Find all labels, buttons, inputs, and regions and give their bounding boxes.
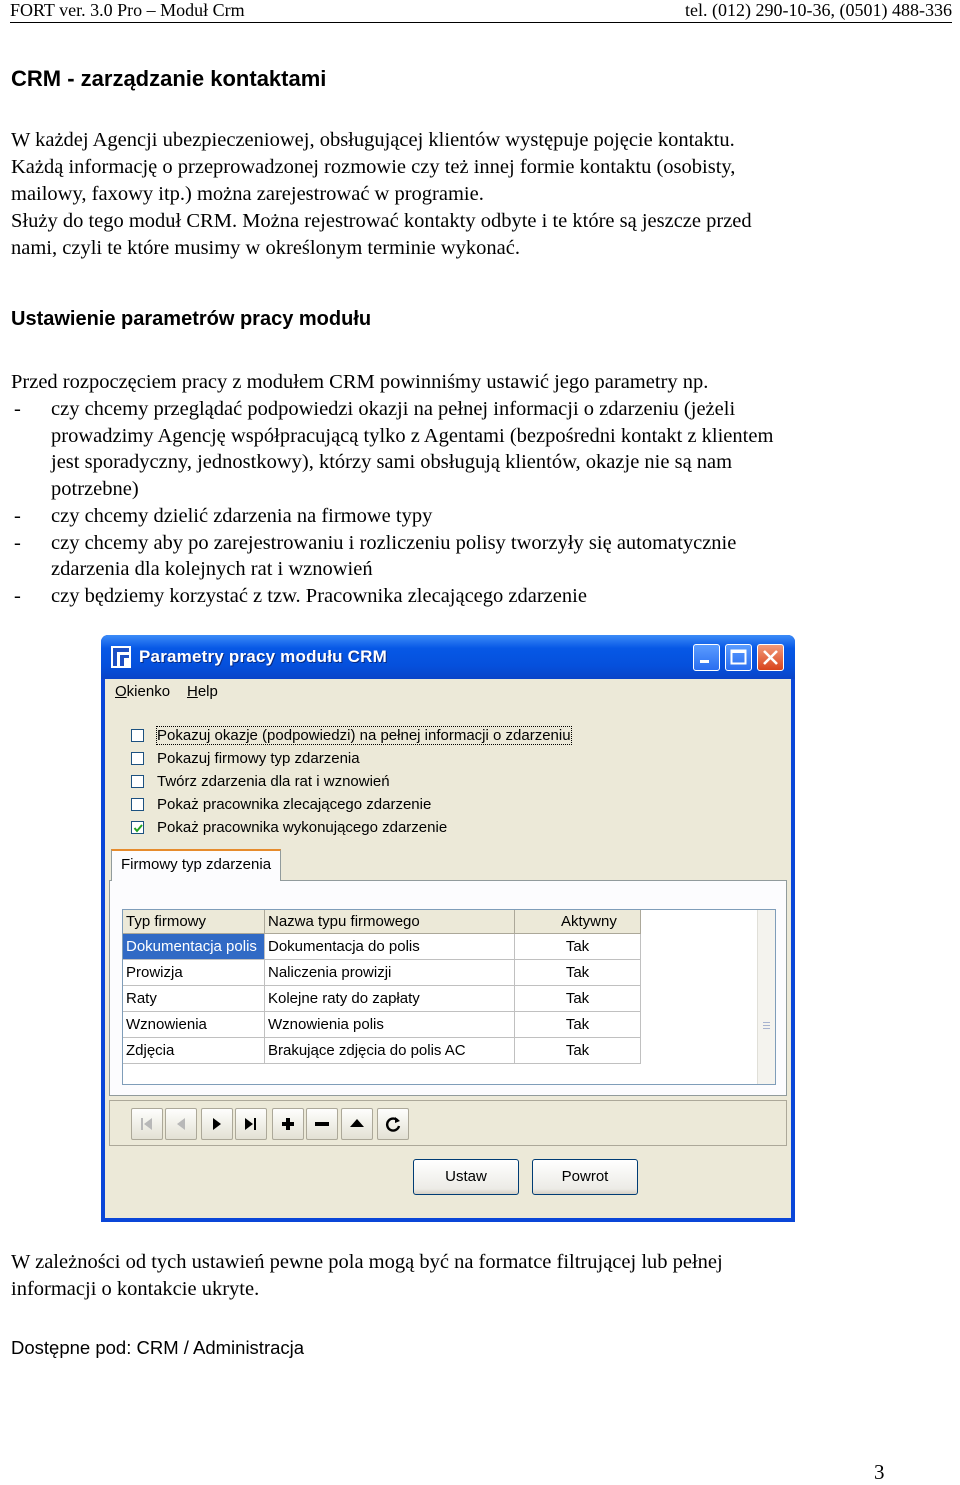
checkbox-checked[interactable] — [131, 821, 144, 834]
cell-text: Dokumentacja do polis — [268, 938, 420, 955]
post-icon — [342, 1109, 372, 1139]
prior-record-button[interactable] — [165, 1108, 197, 1140]
intro-paragraph-1 — [11, 127, 911, 208]
list-line: zdarzenia dla kolejnych rat i wznowień — [51, 558, 373, 581]
list-item — [11, 583, 911, 610]
tab-label: Firmowy typ zdarzenia — [121, 856, 272, 873]
last-icon — [236, 1109, 266, 1139]
cell-text: Brakujące zdjęcia do polis AC — [268, 1042, 466, 1059]
list-line: prowadzimy Agencję współpracującą tylko z Agentami (bezpośredni kontakt z klientem — [51, 424, 774, 447]
menu-help-rest: elp — [197, 683, 218, 700]
section-title: Ustawienie parametrów pracy modułu — [11, 308, 372, 330]
scrollbar-grip-icon — [763, 1022, 770, 1031]
list-line: czy chcemy przeglądać podpowiedzi okazji na pełnej informacji o zdarzeniu (jeżeli — [51, 398, 736, 420]
column-header[interactable] — [265, 910, 515, 934]
company-types-grid[interactable] — [122, 909, 776, 1085]
back-button[interactable]: Powrot — [532, 1159, 638, 1195]
column-header[interactable] — [515, 910, 641, 934]
cell-text: Wznowienia — [126, 1016, 207, 1033]
db-navigator — [109, 1100, 787, 1146]
table-cell[interactable] — [515, 1038, 641, 1064]
intro-line: Służy do tego moduł CRM. Można rejestrować kontakty odbyte i te które są jeszcze przed — [11, 210, 752, 232]
intro-line: W każdej Agencji ubezpieczeniowej, obsługującej klientów występuje pojęcie kontaktu. — [11, 129, 735, 151]
availability-note: Dostępne pod: CRM / Administracja — [11, 1337, 305, 1358]
column-header-label: Typ firmowy — [126, 913, 207, 930]
table-cell[interactable] — [123, 1012, 265, 1038]
table-cell[interactable] — [123, 1038, 265, 1064]
prior-icon — [166, 1109, 196, 1139]
checkbox[interactable] — [131, 752, 144, 765]
table-cell[interactable] — [265, 934, 515, 960]
maximize-icon — [726, 645, 751, 670]
page-number: 3 — [874, 1460, 885, 1484]
window-title: Parametry pracy modułu CRM — [139, 647, 387, 666]
list-line: czy będziemy korzystać z tzw. Pracownika zlecającego zdarzenie — [51, 584, 587, 607]
menu-okienko[interactable] — [115, 683, 170, 700]
checkbox[interactable] — [131, 775, 144, 788]
list-item — [11, 530, 911, 583]
app-logo-icon — [111, 646, 131, 668]
tab-panel — [109, 880, 787, 1096]
checkbox-label: Pokazuj firmowy typ zdarzenia — [157, 750, 360, 767]
first-record-button[interactable] — [131, 1108, 163, 1140]
list-line: czy chcemy aby po zarejestrowaniu i rozliczeniu polisy tworzyły się automatycznie — [51, 531, 737, 554]
section-intro: Przed rozpoczęciem pracy z modułem CRM powinniśmy ustawić jego parametry np. — [11, 371, 709, 393]
checkbox-label: Pokaż pracownika zlecającego zdarzenie — [157, 796, 432, 813]
outro-paragraph — [11, 1249, 911, 1303]
intro-line: mailowy, faxowy itp.) można zarejestrować w programie. — [11, 183, 484, 205]
cell-text: Tak — [565, 964, 590, 981]
delete-record-button[interactable] — [306, 1108, 338, 1140]
refresh-button[interactable] — [377, 1108, 409, 1140]
parameter-list — [11, 396, 911, 610]
list-line: potrzebne) — [51, 478, 139, 501]
close-button[interactable] — [757, 644, 784, 671]
column-header[interactable] — [123, 910, 265, 934]
parameters-window — [101, 635, 795, 1222]
column-header-label: Nazwa typu firmowego — [268, 913, 420, 930]
maximize-button[interactable] — [725, 644, 752, 671]
minimize-icon — [694, 645, 719, 670]
outro-line: W zależności od tych ustawień pewne pola mogą być na formatce filtrującej lub pełnej — [11, 1251, 723, 1273]
next-record-button[interactable] — [201, 1108, 233, 1140]
cell-text: Tak — [565, 1016, 590, 1033]
checkbox-label: Twórz zdarzenia dla rat i wznowień — [157, 773, 390, 790]
set-button[interactable]: Ustaw — [413, 1159, 519, 1195]
table-cell[interactable] — [515, 1012, 641, 1038]
cell-text: Tak — [565, 1042, 590, 1059]
table-cell[interactable] — [265, 986, 515, 1012]
cell-text: Tak — [565, 990, 590, 1007]
menu-bar — [105, 679, 791, 705]
table-cell[interactable] — [515, 934, 641, 960]
page-header — [10, 0, 952, 23]
table-cell[interactable] — [265, 1038, 515, 1064]
checkbox-label: Pokazuj okazje (podpowiedzi) na pełnej informacji o zdarzeniu — [157, 727, 571, 744]
list-line: jest sporadyczny, jednostkowy), którzy sami obsługują klientów, okazje nie są nam — [51, 451, 733, 474]
menu-help-mnemonic: H — [187, 683, 198, 700]
header-left: FORT ver. 3.0 Pro – Moduł Crm — [10, 0, 245, 20]
table-cell[interactable] — [123, 960, 265, 986]
window-client — [105, 679, 791, 1218]
list-line: czy chcemy dzielić zdarzenia na firmowe typy — [51, 504, 433, 527]
table-cell[interactable] — [123, 986, 265, 1012]
menu-help[interactable] — [187, 683, 218, 700]
cell-text: Zdjęcia — [126, 1042, 175, 1059]
page-title: CRM - zarządzanie kontaktami — [11, 66, 327, 91]
checkbox[interactable] — [131, 729, 144, 742]
cell-text: Kolejne raty do zapłaty — [268, 990, 420, 1007]
last-record-button[interactable] — [235, 1108, 267, 1140]
insert-icon — [273, 1109, 303, 1139]
checkbox-label: Pokaż pracownika wykonującego zdarzenie — [157, 819, 448, 836]
minimize-button[interactable] — [693, 644, 720, 671]
cell-text: Raty — [126, 990, 157, 1007]
list-item — [11, 503, 911, 530]
intro-line: Każdą informację o przeprowadzonej rozmowie czy też innej formie kontaktu (osobisty, — [11, 156, 736, 178]
checkbox[interactable] — [131, 798, 144, 811]
first-icon — [132, 1109, 162, 1139]
outro-line: informacji o kontakcie ukryte. — [11, 1278, 260, 1300]
table-cell[interactable] — [265, 960, 515, 986]
window-titlebar[interactable] — [101, 635, 795, 679]
delete-icon — [307, 1109, 337, 1139]
table-cell[interactable] — [515, 986, 641, 1012]
list-item — [11, 396, 911, 503]
cell-text: Wznowienia polis — [268, 1016, 384, 1033]
intro-line: nami, czyli te które musimy w określonym terminie wykonać. — [11, 237, 520, 259]
column-header-label: Aktywny — [561, 913, 617, 930]
next-icon — [202, 1109, 232, 1139]
cell-text: Tak — [565, 938, 590, 955]
table-cell[interactable] — [123, 934, 265, 960]
list-dash: - — [14, 398, 21, 420]
table-cell[interactable] — [265, 1012, 515, 1038]
intro-paragraph-2 — [11, 208, 911, 262]
vertical-scrollbar[interactable] — [757, 910, 775, 1084]
menu-okienko-mnemonic: O — [115, 683, 127, 700]
cell-text: Prowizja — [126, 964, 183, 981]
menu-okienko-rest: kienko — [126, 683, 171, 700]
cell-text: Dokumentacja polis — [126, 938, 257, 955]
list-dash: - — [14, 584, 21, 607]
cell-text: Naliczenia prowizji — [268, 964, 392, 981]
refresh-icon — [378, 1109, 408, 1139]
list-dash: - — [14, 531, 21, 554]
tab-company-event-type[interactable] — [111, 849, 281, 881]
list-dash: - — [14, 504, 21, 527]
post-record-button[interactable] — [341, 1108, 373, 1140]
insert-record-button[interactable] — [272, 1108, 304, 1140]
table-cell[interactable] — [515, 960, 641, 986]
header-right: tel. (012) 290-10-36, (0501) 488-336 — [685, 0, 952, 20]
checkmark-icon — [132, 822, 145, 835]
close-icon — [758, 645, 783, 670]
